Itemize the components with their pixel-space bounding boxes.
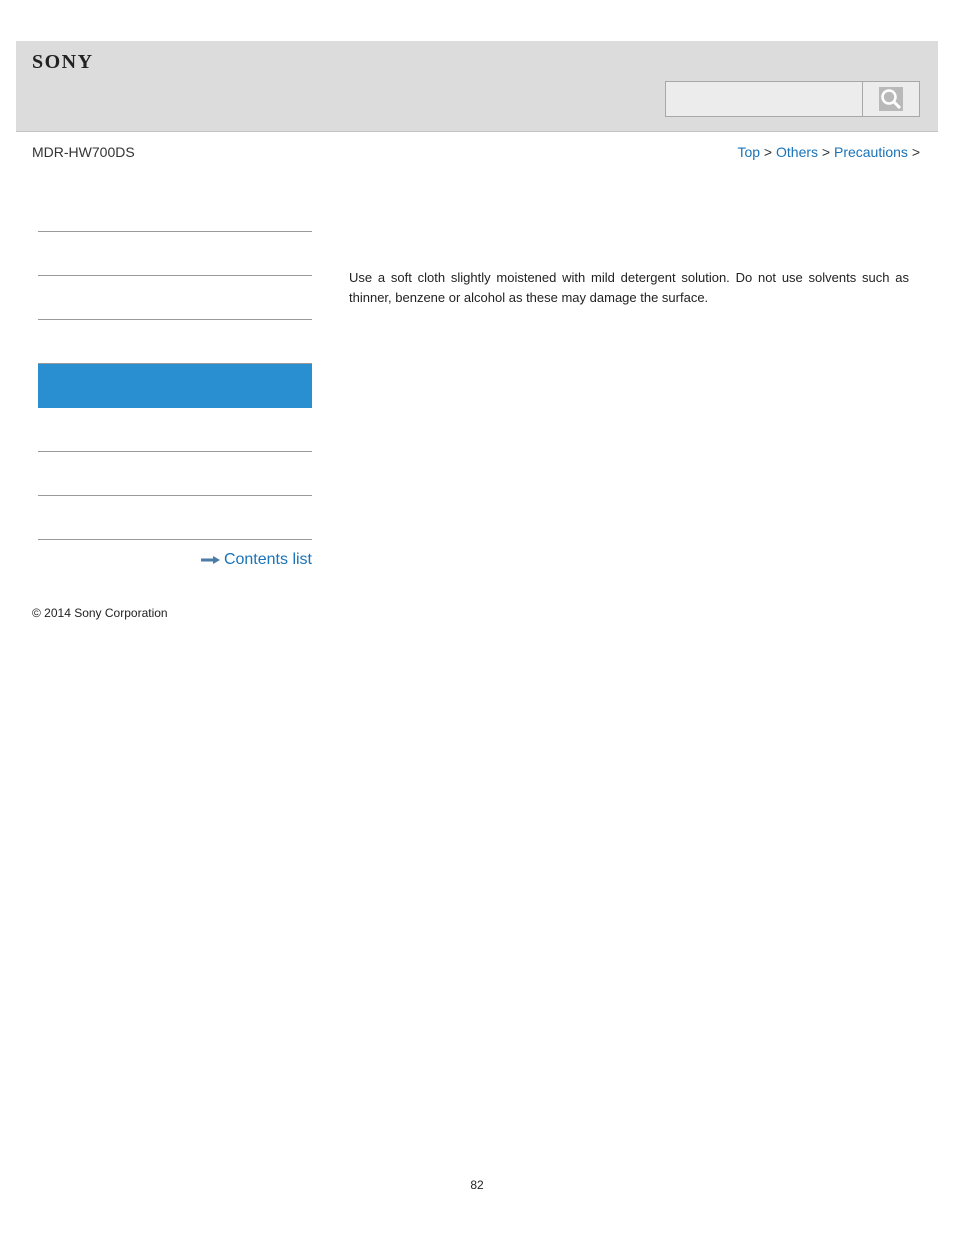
breadcrumb-precautions[interactable]: Precautions [833, 144, 908, 160]
body-text: Use a soft cloth slightly moistened with mild detergent solution. Do not use solvents such as thinner, benzene or alcohol as these may damage the surface. [349, 270, 909, 305]
sidebar-item-active[interactable] [38, 364, 312, 408]
breadcrumb-separator: > [821, 144, 831, 160]
sidebar-item[interactable] [38, 452, 312, 496]
sidebar-item[interactable] [38, 496, 312, 540]
search-icon [879, 87, 903, 111]
page-header [16, 41, 938, 132]
breadcrumb-separator: > [763, 144, 773, 160]
breadcrumb [737, 144, 920, 160]
sidebar-item[interactable] [38, 276, 312, 320]
model-name: MDR-HW700DS [32, 144, 135, 160]
breadcrumb-top[interactable]: Top [737, 144, 761, 160]
sony-logo: SONY [32, 51, 94, 73]
sidebar-item[interactable] [38, 231, 312, 276]
contents-list-link[interactable] [201, 551, 312, 569]
breadcrumb-others[interactable]: Others [776, 144, 819, 160]
contents-list-label: Contents list [223, 551, 312, 568]
breadcrumb-separator: > [911, 144, 920, 160]
sidebar-nav [38, 231, 312, 568]
search-box [665, 81, 920, 117]
page-number: 82 [470, 1178, 484, 1192]
search-button[interactable] [862, 82, 919, 116]
copyright: © 2014 Sony Corporation [32, 606, 168, 620]
sidebar-item[interactable] [38, 408, 312, 452]
arrow-right-icon [201, 556, 220, 564]
search-input[interactable] [666, 82, 862, 116]
sidebar-item[interactable] [38, 320, 312, 364]
